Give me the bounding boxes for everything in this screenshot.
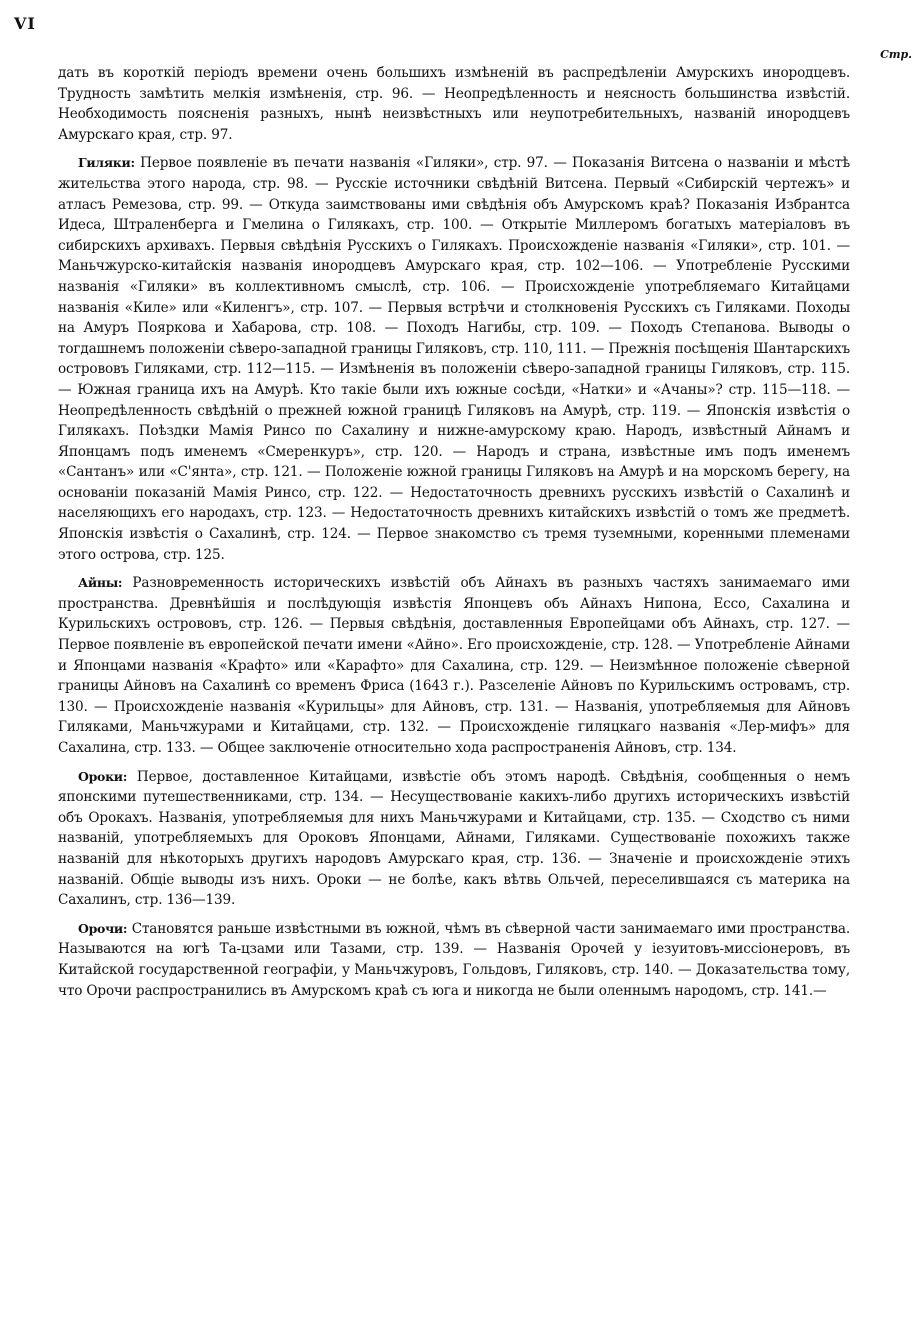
- section-ainy: [58, 573, 850, 758]
- section-text: Разновременность историческихъ извѣстій объ Айнахъ въ разныхъ частяхъ занимаемаго ими пространства. Древнѣйшія и послѣдующія извѣстія Японцевъ объ Айнахъ Нипона, Ессо, Сахалина и Курильскихъ острововъ, стр. 126. — Первыя свѣдѣнія, доставленныя Европейцами объ Айнахъ, стр. 127. — Первое появленіе въ европейской печати имени «Айно». Его происхожденіе, стр. 128. — Употребленіе Айнами и Японцами названія «Крафто» или «Карафто» для Сахалина, стр. 129. — Неизмѣнное положеніе сѣверной границы Айновъ на Сахалинѣ со временъ Фриса (1643 г.). Разселеніе Айновъ по Курильскимъ островамъ, стр. 130. — Происхожденіе названія «Курильцы» для Айновъ, стр. 131. — Названія, употребляемыя для Айновъ Гиляками, Маньчжурами и Китайцами, стр. 132. — Происхожденіе гиляцкаго названія «Лер-мифъ» для Сахалина, стр. 133. — Общее заключеніе относительно хода распространенія Айновъ, стр. 134.: [58, 575, 850, 756]
- page-number: VI: [14, 14, 36, 33]
- section-heading: Гиляки:: [78, 155, 135, 171]
- section-heading: Орочи:: [78, 920, 128, 936]
- intro-paragraph: [58, 63, 850, 145]
- page-body: [58, 63, 850, 1001]
- section-orochi: [58, 919, 850, 1001]
- section-heading: Ороки:: [78, 768, 128, 784]
- intro-text: дать въ короткій періодъ времени очень большихъ измѣненій въ распредѣленіи Амурскихъ инородцевъ. Трудность замѣтить мелкія измѣненія, стр. 96. — Неопредѣленность и неясность большинства извѣстій. Необходимость поясненія разныхъ, нынѣ неизвѣстныхъ или неупотребительныхъ, названій инородцевъ Амурскаго края, стр. 97.: [58, 65, 850, 143]
- section-text: Становятся раньше извѣстными въ южной, чѣмъ въ сѣверной части занимаемаго ими пространства. Называются на югѣ Та-цзами или Тазами, стр. 139. — Названія Орочей у іезуитовъ-миссіонеровъ, въ Китайской государственной географіи, у Маньчжуровъ, Гольдовъ, Гиляковъ, стр. 140. — Доказательства тому, что Орочи распространились въ Амурскомъ краѣ съ юга и никогда не были оленнымъ народомъ, стр. 141.—: [58, 920, 851, 999]
- section-gilyaki: [58, 153, 850, 565]
- page-column-label: Стр.: [880, 48, 912, 61]
- section-text: Первое, доставленное Китайцами, извѣстіе объ этомъ народѣ. Свѣдѣнія, сообщенныя о немъ японскими путешественниками, стр. 134. — Несуществованіе какихъ-либо другихъ историческихъ извѣстій объ Орокахъ. Названія, употребляемыя для нихъ Маньчжурами и Китайцами, стр. 135. — Сходство съ ними названій, употребляемыхъ для Ороковъ Японцами, Айнами, Гиляками. Существованіе похожихъ также названій для нѣкоторыхъ другихъ народовъ Амурскаго края, стр. 136. — Значеніе и происхожденіе этихъ названій. Общіе выводы изъ нихъ. Ороки — не болѣе, какъ вѣтвь Ольчей, переселившаяся съ материка на Сахалинъ, стр. 136—139.: [58, 768, 851, 909]
- section-text: Первое появленіе въ печати названія «Гиляки», стр. 97. — Показанія Витсена о названіи и мѣстѣ жительства этого народа, стр. 98. — Русскіе источники свѣдѣній Витсена. Первый «Сибирскій чертежъ» и атласъ Ремезова, стр. 99. — Откуда заимствованы ими свѣдѣнія объ Амурскомъ краѣ? Показанія Избрантса Идеса, Штраленберга и Гмелина о Гилякахъ, стр. 100. — Открытіе Миллеромъ богатыхъ матеріаловъ въ сибирскихъ архивахъ. Первыя свѣдѣнія Русскихъ о Гилякахъ. Происхожденіе названія «Гиляки», стр. 101. — Маньчжурско-китайскія названія инородцевъ Амурскаго края, стр. 102—106. — Употребленіе Русскими названія «Гиляки» въ коллективномъ смыслѣ, стр. 106. — Происхожденіе употребляемаго Китайцами названія «Киле» или «Киленгъ», стр. 107. — Первыя встрѣчи и столкновенія Русскихъ съ Гиляками. Походы на Амуръ Пояркова и Хабарова, стр. 108. — Походъ Нагибы, стр. 109. — Походъ Степанова. Выводы о тогдашнемъ положеніи сѣверо-западной границы Гиляковъ, стр. 110, 111. — Прежнія посѣщенія Шантарскихъ острововъ Гиляками, стр. 112—115. — Измѣненія въ положеніи сѣверо-западной границы Гиляковъ, стр. 115. — Южная граница ихъ на Амурѣ. Кто такіе были ихъ южные сосѣди, «Натки» и «Ачаны»? стр. 115—118. — Неопредѣленность свѣдѣній о прежней южной границѣ Гиляковъ на Амурѣ, стр. 119. — Японскія извѣстія о Гилякахъ. Поѣздки Мамія Ринсо по Сахалину и нижне-амурскому краю. Народъ, извѣстный Айнамъ и Японцамъ подъ именемъ «Смеренкуръ», стр. 120. — Народъ и страна, извѣстные имъ подъ именемъ «Сантанъ» или «С'янта», стр. 121. — Положеніе южной границы Гиляковъ на Амурѣ и на морскомъ берегу, на основаніи показаній Мамія Ринсо, стр. 122. — Недостаточность древнихъ русскихъ извѣстій о Сахалинѣ и населяющихъ его народахъ, стр. 123. — Недостаточность древнихъ китайскихъ извѣстій о томъ же предметѣ. Японскія извѣстія о Сахалинѣ, стр. 124. — Первое знакомство съ тремя туземными, коренными племенами этого острова, стр. 125.: [58, 155, 851, 563]
- section-heading: Айны:: [78, 575, 123, 591]
- section-oroki: [58, 767, 850, 911]
